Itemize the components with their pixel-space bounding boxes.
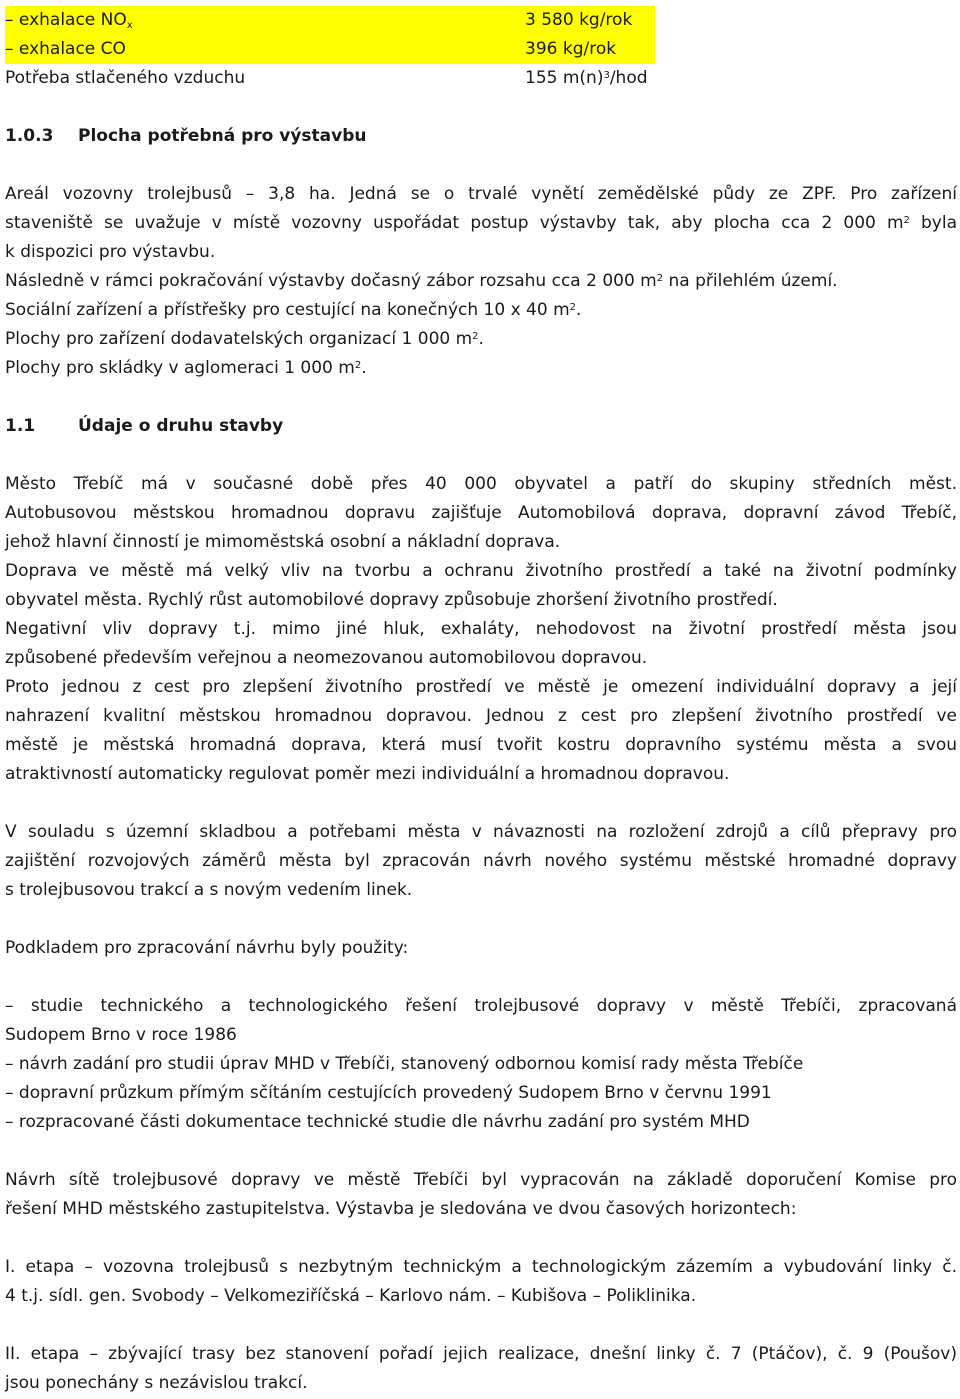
section-heading-103: [5, 122, 957, 151]
text-line: I. etapa – vozovna trolejbusů s nezbytným technickým a technologickým zázemím a vybudování linky č.: [5, 1257, 957, 1277]
paragraph: [5, 1166, 957, 1224]
text-line: 4 t.j. sídl. gen. Svobody – Velkomeziříčská – Karlovo nám. – Kubišova – Poliklinika.: [5, 1286, 697, 1306]
emission-row-co: [5, 35, 655, 64]
emission-label: Potřeba stlačeného vzduchu: [5, 68, 246, 88]
text-line: Doprava ve městě má velký vliv na tvorbu a ochranu životního prostředí a také na životní podmínky: [5, 561, 957, 581]
section-title: Údaje o druhu stavby: [78, 416, 284, 436]
emission-value: 3 580 kg/rok: [525, 10, 633, 30]
text-line: Návrh sítě trolejbusové dopravy ve městě Třebíči byl vypracován na základě doporučení Komise pro: [5, 1170, 957, 1190]
text-line: atraktivností automaticky regulovat poměr mezi individuální a hromadnou dopravou.: [5, 764, 730, 784]
text-line: – návrh zadání pro studii úprav MHD v Třebíči, stanovený odbornou komisí rady města Třebíče: [5, 1054, 804, 1074]
text-line: – rozpracované části dokumentace technické studie dle návrhu zadání pro systém MHD: [5, 1112, 750, 1132]
text-line: – studie technického a technologického řešení trolejbusové dopravy v městě Třebíči, zpracovaná: [5, 996, 957, 1016]
text-line: staveniště se uvažuje v místě vozovny uspořádat postup výstavby tak, aby plocha cca 2 000 $m^2$ byla: [5, 213, 958, 233]
text-line: řešení MHD městského zastupitelstva. Výstavba je sledována ve dvou časových horizontech:: [5, 1199, 797, 1219]
emission-row-nox: [5, 6, 655, 35]
text-line: městě je městská hromadná doprava, která musí tvořit kostru dopravního systému města a svou: [5, 735, 957, 755]
text-line: – dopravní průzkum přímým sčítáním cestujících provedený Sudopem Brno v červnu 1991: [5, 1083, 772, 1103]
section-title: Plocha potřebná pro výstavbu: [78, 126, 367, 146]
text-line: Sudopem Brno v roce 1986: [5, 1025, 237, 1045]
text-line: Sociální zařízení a přístřešky pro cestující na konečných 10 x 40 $m^2$.: [5, 300, 582, 320]
section-103-body: [5, 180, 957, 383]
text-line: s trolejbusovou trakcí a s novým vedením linek.: [5, 880, 413, 900]
text-line: k dispozici pro výstavbu.: [5, 242, 216, 262]
paragraph: [5, 992, 957, 1137]
text-line: Plochy pro zařízení dodavatelských organizací 1 000 $m^2$.: [5, 329, 484, 349]
emission-label: – exhalace CO: [5, 39, 126, 59]
section-number: 1.0.3: [5, 126, 54, 146]
paragraph: [5, 934, 957, 963]
text-line: Podkladem pro zpracování návrhu byly použity:: [5, 938, 409, 958]
text-line: Areál vozovny trolejbusů – 3,8 ha. Jedná se o trvalé vynětí zemědělské půdy ze ZPF. Pro zařízení: [5, 184, 957, 204]
text-line: obyvatel města. Rychlý růst automobilové dopravy způsobuje zhoršení životního prostředí.: [5, 590, 778, 610]
emission-value: 155 $m(n)^3$/hod: [525, 68, 648, 88]
section-11-body: [5, 470, 957, 1398]
text-line: jehož hlavní činností je mimoměstská osobní a nákladní doprava.: [5, 532, 561, 552]
text-line: Proto jednou z cest pro zlepšení životního prostředí ve městě je omezení individuální dopravy a její: [5, 677, 957, 697]
emission-row-air: [5, 64, 957, 93]
paragraph: [5, 1340, 957, 1398]
paragraph: [5, 818, 957, 905]
text-line: Negativní vliv dopravy t.j. mimo jiné hluk, exhaláty, nehodovost na životní prostředí města jsou: [5, 619, 957, 639]
section-number: 1.1: [5, 416, 36, 436]
emission-label: – exhalace NOx: [5, 10, 133, 31]
document-page: [5, 6, 957, 1398]
text-line: zajištění rozvojových záměrů města byl zpracován návrh nového systému městské hromadné dopravy: [5, 851, 957, 871]
text-line: nahrazení kvalitní městskou hromadnou dopravou. Jednou z cest pro zlepšení životního prostředí ve: [5, 706, 957, 726]
text-line: Město Třebíč má v současné době přes 40 000 obyvatel a patří do skupiny středních měst.: [5, 474, 957, 494]
section-heading-11: [5, 412, 957, 441]
text-line: II. etapa – zbývající trasy bez stanovení pořadí jejich realizace, dnešní linky č. 7 (Ptáčov), č. 9 (Poušov): [5, 1344, 957, 1364]
emissions-table: [5, 6, 957, 93]
text-line: V souladu s územní skladbou a potřebami města v návaznosti na rozložení zdrojů a cílů přepravy pro: [5, 822, 957, 842]
text-line: jsou ponechány s nezávislou trakcí.: [5, 1373, 308, 1393]
paragraph: [5, 1253, 957, 1311]
emission-value: 396 kg/rok: [525, 39, 617, 59]
text-line: Autobusovou městskou hromadnou dopravu zajišťuje Automobilová doprava, dopravní závod Třebíč,: [5, 503, 957, 523]
text-line: způsobené především veřejnou a neomezovanou automobilovou dopravou.: [5, 648, 648, 668]
text-line: Následně v rámci pokračování výstavby dočasný zábor rozsahu cca 2 000 $m^2$ na přilehlém území.: [5, 271, 838, 291]
paragraph: [5, 470, 957, 789]
text-line: Plochy pro skládky v aglomeraci 1 000 $m^2$.: [5, 358, 367, 378]
